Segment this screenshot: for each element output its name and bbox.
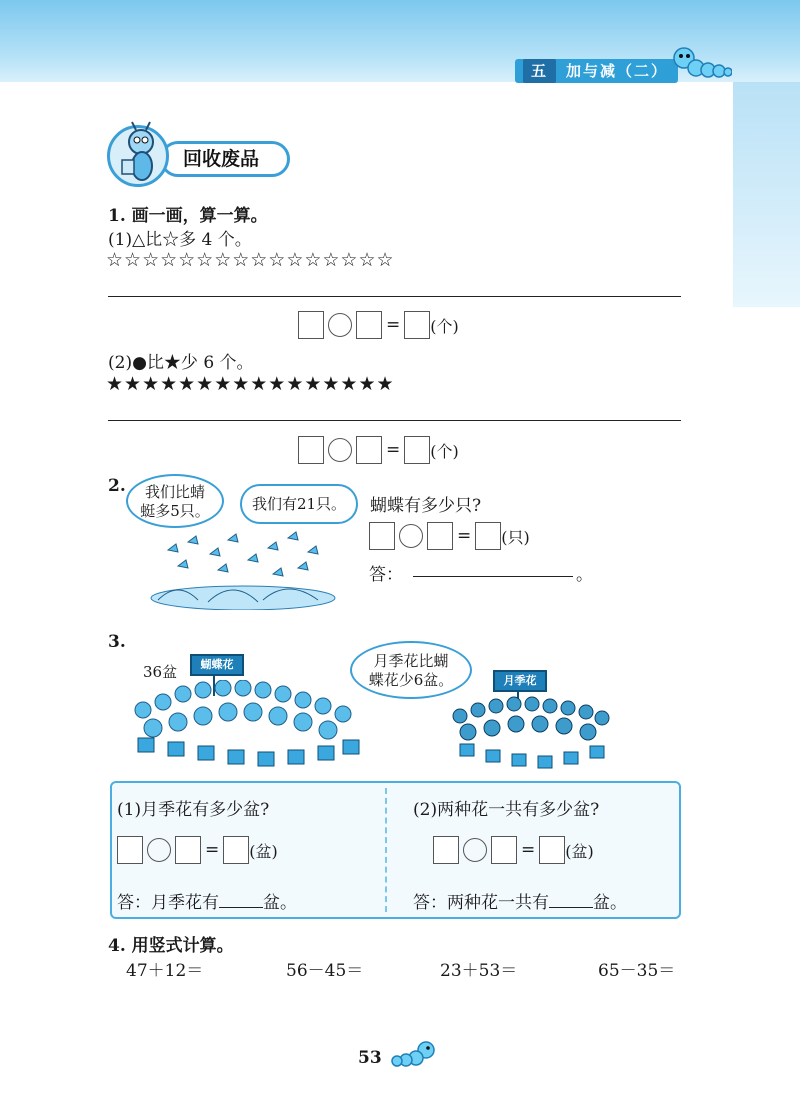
drawing-line-1: [108, 296, 681, 297]
bubble-line: 我们比蜻: [144, 483, 205, 501]
q3-sub2-answer: [413, 888, 627, 913]
potted-flowers-illustration: [128, 680, 363, 775]
q2-number: 2.: [108, 476, 126, 496]
answer-box[interactable]: [175, 836, 201, 864]
operator-circle[interactable]: [328, 313, 352, 337]
operator-circle[interactable]: [328, 438, 352, 462]
speech-bubble-right: 我们有21只。: [240, 484, 358, 524]
sign-left: 蝴蝶花: [190, 654, 244, 676]
answer-box[interactable]: [427, 522, 453, 550]
q2-equation: [369, 522, 530, 550]
operator-circle[interactable]: [399, 524, 423, 548]
answer-box[interactable]: [475, 522, 501, 550]
q1-part2-stars: ★★★★★★★★★★★★★★★★: [106, 373, 395, 395]
answer-box[interactable]: [491, 836, 517, 864]
answer-blank[interactable]: [549, 891, 593, 908]
q1-part1-stars: ☆☆☆☆☆☆☆☆☆☆☆☆☆☆☆☆: [106, 249, 395, 271]
q2-answer-label: 答：: [369, 565, 403, 585]
chapter-title: 加与减（二）: [566, 62, 669, 80]
unit-label: (只): [501, 527, 530, 547]
answer-box[interactable]: [404, 436, 430, 464]
q3-sub1-answer: [117, 888, 297, 913]
drawing-line-2: [108, 420, 681, 421]
unit-label: (个): [430, 316, 459, 336]
caterpillar-icon: [670, 44, 732, 82]
q3-left-count: 36盆: [143, 663, 178, 681]
bubble-line: 蜓多5只。: [140, 502, 210, 520]
q3-sub2-question: (2)两种花一共有多少盆?: [413, 800, 600, 820]
side-decor-band: [733, 82, 800, 307]
answer-box[interactable]: [298, 311, 324, 339]
answer-box[interactable]: [356, 311, 382, 339]
q2-answer-end: 。: [576, 565, 593, 585]
equals-sign: =: [457, 526, 472, 546]
sign-right: 月季花: [493, 670, 547, 692]
operator-circle[interactable]: [463, 838, 487, 862]
speech-bubble-q3: [350, 641, 472, 699]
q4-problem-2: 56－45＝: [286, 961, 364, 981]
operator-circle[interactable]: [147, 838, 171, 862]
chapter-tag: [515, 59, 678, 83]
answer-suffix: 盆。: [593, 893, 627, 913]
answer-box[interactable]: [404, 311, 430, 339]
q2-answer-line[interactable]: [413, 576, 573, 577]
unit-label: (盆): [249, 841, 278, 861]
answer-box[interactable]: [369, 522, 395, 550]
equals-sign: =: [521, 840, 536, 860]
answer-box[interactable]: [298, 436, 324, 464]
potted-flowers-illustration: [448, 696, 613, 774]
answer-suffix: 盆。: [263, 893, 297, 913]
q1-part1-equation: [298, 311, 459, 339]
unit-label: (个): [430, 441, 459, 461]
q4-problem-1: 47＋12＝: [126, 961, 204, 981]
page-number: 53: [358, 1048, 382, 1068]
q1-heading: 1. 画一画，算一算。: [108, 206, 268, 226]
q2-question: 蝴蝶有多少只?: [370, 496, 482, 516]
equals-sign: =: [386, 440, 401, 460]
q1-part2-equation: [298, 436, 459, 464]
answer-box[interactable]: [223, 836, 249, 864]
answer-box[interactable]: [117, 836, 143, 864]
equals-sign: =: [205, 840, 220, 860]
chapter-number: 五: [523, 59, 556, 83]
answer-blank[interactable]: [219, 891, 263, 908]
answer-prefix: 答：月季花有: [117, 893, 219, 913]
butterfly-flowers-illustration: [148, 530, 338, 610]
bubble-line: 蝶花少6盆。: [368, 671, 454, 689]
answer-box[interactable]: [539, 836, 565, 864]
unit-label: (盆): [565, 841, 594, 861]
panel-divider: [385, 788, 387, 912]
q3-sub1-question: (1)月季花有多少盆?: [117, 800, 270, 820]
q1-part2-prompt: (2)●比★少 6 个。: [108, 353, 254, 373]
q4-problem-3: 23＋53＝: [440, 961, 518, 981]
answer-box[interactable]: [356, 436, 382, 464]
q1-part1-prompt: (1)△比☆多 4 个。: [108, 230, 252, 250]
equals-sign: =: [386, 315, 401, 335]
bubble-line: 月季花比蝴: [373, 652, 449, 670]
answer-box[interactable]: [433, 836, 459, 864]
q3-number: 3.: [108, 632, 126, 652]
q4-problem-4: 65－35＝: [598, 961, 676, 981]
q3-sub1-equation: [117, 836, 278, 864]
bee-mascot-icon: [112, 120, 172, 190]
answer-prefix: 答：两种花一共有: [413, 893, 549, 913]
q4-heading: 4. 用竖式计算。: [108, 936, 234, 956]
section-title: 回收废品: [160, 141, 290, 177]
caterpillar-icon: [390, 1038, 436, 1072]
q3-sub2-equation: [433, 836, 594, 864]
speech-bubble-left: [126, 474, 224, 528]
